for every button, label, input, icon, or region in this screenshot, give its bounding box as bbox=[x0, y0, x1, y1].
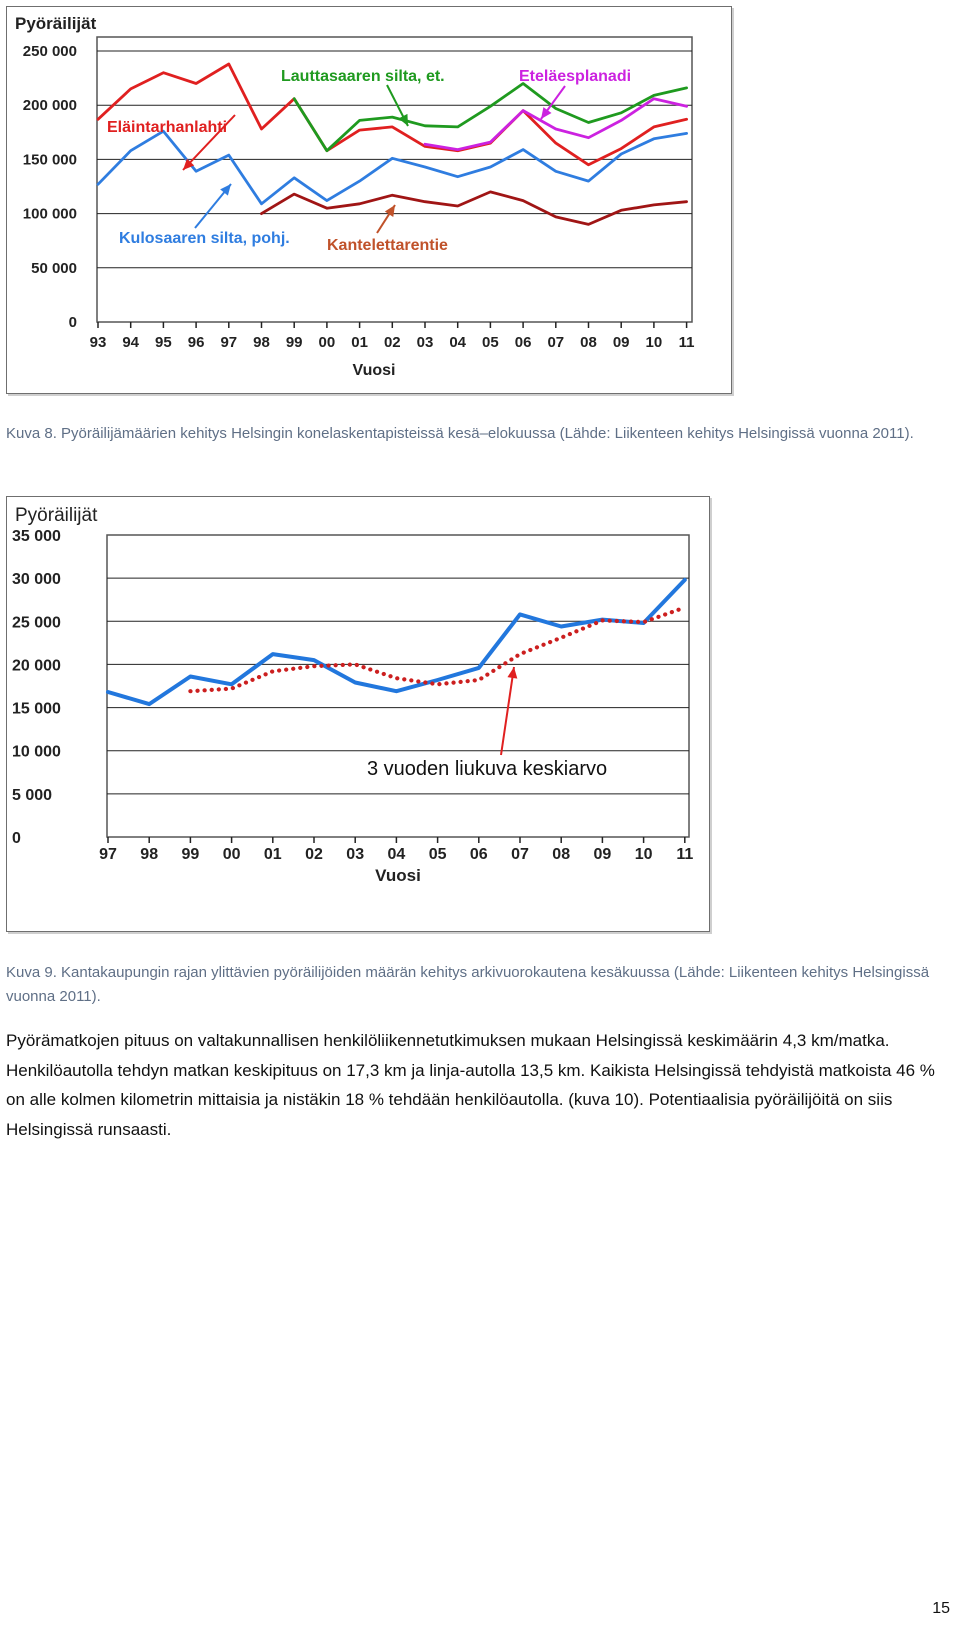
y-tick-label: 250 000 bbox=[22, 43, 77, 60]
x-tick-label: 07 bbox=[511, 846, 529, 863]
chart-title: Pyöräilijät bbox=[15, 505, 98, 526]
x-tick-label: 97 bbox=[220, 334, 238, 351]
y-tick-label: 20 000 bbox=[12, 657, 61, 675]
x-tick-label: 09 bbox=[593, 846, 612, 863]
x-tick-label: 10 bbox=[645, 334, 663, 351]
x-tick-label: 98 bbox=[140, 846, 159, 863]
chart-title: Pyöräilijät bbox=[15, 14, 97, 33]
x-tick-label: 04 bbox=[449, 334, 467, 351]
x-axis-title: Vuosi bbox=[352, 362, 396, 379]
x-tick-label: 05 bbox=[482, 334, 499, 351]
x-tick-label: 06 bbox=[469, 846, 488, 863]
x-tick-label: 07 bbox=[547, 334, 565, 351]
x-tick-label: 06 bbox=[514, 334, 532, 351]
figure-1-caption: Kuva 8. Pyöräilijämäärien kehitys Helsingin konelaskentapisteissä kesä–elokuussa (Lähde: Liikenteen kehitys Helsingissä vuonna 2011). bbox=[6, 425, 914, 442]
x-tick-label: 02 bbox=[305, 846, 323, 863]
y-tick-label: 30 000 bbox=[12, 571, 61, 589]
x-tick-label: 03 bbox=[346, 846, 365, 863]
x-tick-label: 94 bbox=[122, 334, 140, 351]
figure-2-caption: Kuva 9. Kantakaupungin rajan ylittävien pyöräilijöiden määrän kehitys arkivuorokautena kesäkuussa (Lähde: Liikenteen kehitys Helsingissä vuonna 2011). bbox=[6, 964, 930, 1005]
x-tick-label: 93 bbox=[89, 334, 107, 351]
plot-area bbox=[107, 535, 689, 837]
figure-1-chart bbox=[6, 6, 732, 394]
x-tick-label: 00 bbox=[222, 846, 241, 863]
chart-2-svg bbox=[7, 497, 709, 931]
page-number: 15 bbox=[932, 1600, 950, 1617]
x-tick-label: 11 bbox=[678, 334, 695, 351]
x-tick-label: 99 bbox=[181, 846, 200, 863]
series-annotation-label: Eläintarhanlahti bbox=[107, 119, 228, 136]
chart-1-svg bbox=[7, 7, 731, 393]
y-tick-label: 35 000 bbox=[12, 528, 61, 545]
y-tick-label: 200 000 bbox=[22, 97, 77, 115]
x-tick-label: 03 bbox=[416, 334, 434, 351]
y-tick-label: 0 bbox=[68, 314, 77, 331]
y-tick-label: 0 bbox=[12, 830, 21, 847]
x-tick-label: 04 bbox=[387, 846, 406, 863]
figure-2-chart bbox=[6, 496, 710, 932]
x-tick-label: 01 bbox=[263, 846, 282, 863]
series-annotation-label: Kantelettarentie bbox=[327, 237, 448, 254]
x-tick-label: 00 bbox=[318, 334, 336, 351]
x-tick-label: 09 bbox=[612, 334, 630, 351]
series-annotation-label: Eteläesplanadi bbox=[519, 68, 632, 85]
body-paragraph: Pyörämatkojen pituus on valtakunnallisen henkilöliikennetutkimuksen mukaan Helsingissä keskimäärin 4,3 km/matka. Henkilöautolla tehdyn matkan keskipituus on 17,3 km ja linja-autolla 13,5 km. Kaikista Helsingissä tehdyistä matkoista 46 % on alle kolmen kilometrin mittaisia ja nistäkin 18 % tehdään henkilöautolla. (kuva 10). Potentiaalisia pyöräilijöitä on siis Helsingissä runsaasti. bbox=[6, 1031, 935, 1139]
x-tick-label: 99 bbox=[285, 334, 303, 351]
x-tick-label: 97 bbox=[99, 846, 117, 863]
x-tick-label: 08 bbox=[552, 846, 571, 863]
x-tick-label: 10 bbox=[634, 846, 653, 863]
y-tick-label: 15 000 bbox=[12, 700, 61, 718]
y-tick-label: 25 000 bbox=[12, 614, 61, 632]
x-tick-label: 05 bbox=[428, 846, 447, 863]
y-tick-label: 100 000 bbox=[22, 205, 77, 223]
series-annotation-label: Kulosaaren silta, pohj. bbox=[119, 230, 290, 247]
x-tick-label: 95 bbox=[155, 334, 172, 351]
y-tick-label: 50 000 bbox=[31, 259, 77, 277]
y-tick-label: 5 000 bbox=[12, 786, 53, 804]
x-tick-label: 98 bbox=[253, 334, 270, 351]
moving-average-annotation: 3 vuoden liukuva keskiarvo bbox=[367, 758, 608, 780]
y-tick-label: 10 000 bbox=[12, 743, 61, 761]
x-axis-title: Vuosi bbox=[375, 866, 421, 885]
series-annotation-label: Lauttasaaren silta, et. bbox=[281, 68, 445, 85]
x-tick-label: 02 bbox=[383, 334, 401, 351]
x-tick-label: 96 bbox=[187, 334, 205, 351]
x-tick-label: 01 bbox=[351, 334, 368, 351]
x-tick-label: 11 bbox=[676, 846, 694, 863]
x-tick-label: 08 bbox=[580, 334, 597, 351]
y-tick-label: 150 000 bbox=[22, 151, 77, 169]
